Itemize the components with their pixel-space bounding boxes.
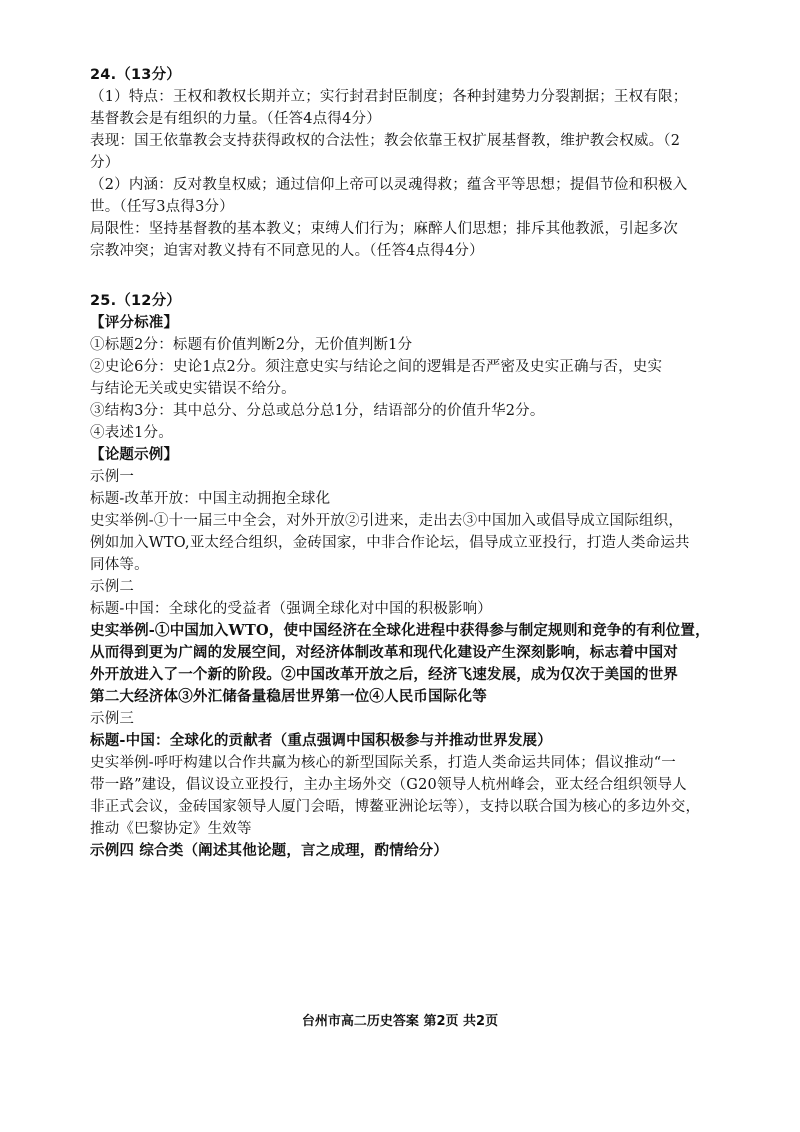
q25-line-22: 带一路”建设，倡议设立亚投行，主办主场外交（G20领导人杭州峰会，亚太经合组织领导人 <box>90 777 687 793</box>
question-24 <box>90 64 710 262</box>
page-footer: 台州市高二历史答案 第2页 共2页 <box>301 1014 499 1029</box>
q24-line-8: 宗教冲突；迫害对教义持有不同意见的人。（任答4点得4分） <box>90 243 484 259</box>
q25-line-25: 示例四 综合类（阐述其他论题，言之成理，酌情给分） <box>90 842 449 859</box>
q25-line-8: 示例一 <box>90 469 135 485</box>
q25-line-21: 史实举例-呼吁构建以合作共赢为核心的新型国际关系，打造人类命运共同体；倡议推动“一 <box>90 755 677 771</box>
q24-line-4: 分） <box>90 155 120 171</box>
q25-line-1: 【评分标准】 <box>90 314 179 331</box>
q25-line-14: 标题-中国：全球化的受益者（强调全球化对中国的积极影响） <box>90 601 492 617</box>
q25-line-13: 示例二 <box>90 579 135 595</box>
q25-line-11: 例如加入WTO,亚太经合组织，金砖国家，中非合作论坛，倡导成立亚投行，打造人类命运共 <box>90 535 690 551</box>
q25-line-6: ④表述1分。 <box>90 425 173 441</box>
q25-line-9: 标题-改革开放：中国主动拥抱全球化 <box>90 491 331 507</box>
q25-line-7: 【论题示例】 <box>90 446 179 463</box>
q24-line-1: （1）特点：王权和教权长期并立；实行封君封臣制度；各种封建势力分裂割据；王权有限； <box>90 89 688 105</box>
q25-line-3: ②史论6分：史论1点2分。须注意史实与结论之间的逻辑是否严密及史实正确与否，史实 <box>90 359 663 375</box>
question-25 <box>90 290 710 862</box>
q25-line-2: ①标题2分：标题有价值判断2分，无价值判断1分 <box>90 337 413 353</box>
q24-line-3: 表现：国王依靠教会支持获得政权的合法性；教会依靠王权扩展基督教，维护教会权威。（2 <box>90 133 681 149</box>
q25-line-5: ③结构3分：其中总分、分总或总分总1分，结语部分的价值升华2分。 <box>90 403 545 419</box>
q25-line-4: 与结论无关或史实错误不给分。 <box>90 381 296 397</box>
q24-line-7: 局限性：坚持基督教的基本教义；束缚人们行为；麻醉人们思想；排斥其他教派，引起多次 <box>90 221 678 237</box>
q25-line-20: 标题-中国：全球化的贡献者（重点强调中国积极参与并推动世界发展） <box>90 732 552 749</box>
q25-line-24: 推动《巴黎协定》生效等 <box>90 821 252 837</box>
q25-line-19: 示例三 <box>90 711 135 727</box>
q24-line-5: （2）内涵：反对教皇权威；通过信仰上帝可以灵魂得救；蕴含平等思想；提倡节俭和积极入 <box>90 177 688 193</box>
q24-line-2: 基督教会是有组织的力量。（任答4点得4分） <box>90 111 381 127</box>
q25-line-23: 非正式会议，金砖国家领导人厦门会晤，博鳌亚洲论坛等），支持以联合国为核心的多边外交， <box>90 799 701 815</box>
q25-line-15: 史实举例-①中国加入WTO，使中国经济在全球化进程中获得参与制定规则和竞争的有利位置， <box>90 622 710 639</box>
question-24-title: 24.（13分） <box>90 67 181 83</box>
q25-line-17: 外开放进入了一个新的阶段。②中国改革开放之后，经济飞速发展，成为仅次于美国的世界 <box>90 666 678 683</box>
q24-line-6: 世。（任写3点得3分） <box>90 199 234 215</box>
q25-line-16: 从而得到更为广阔的发展空间，对经济体制改革和现代化建设产生深刻影响，标志着中国对 <box>90 644 678 661</box>
question-25-title: 25.（12分） <box>90 293 181 309</box>
q25-line-12: 同体等。 <box>90 557 149 573</box>
q25-line-10: 史实举例-①十一届三中全会，对外开放②引进来，走出去③中国加入或倡导成立国际组织， <box>90 513 684 529</box>
q25-line-18: 第二大经济体③外汇储备量稳居世界第一位④人民币国际化等 <box>90 688 487 705</box>
